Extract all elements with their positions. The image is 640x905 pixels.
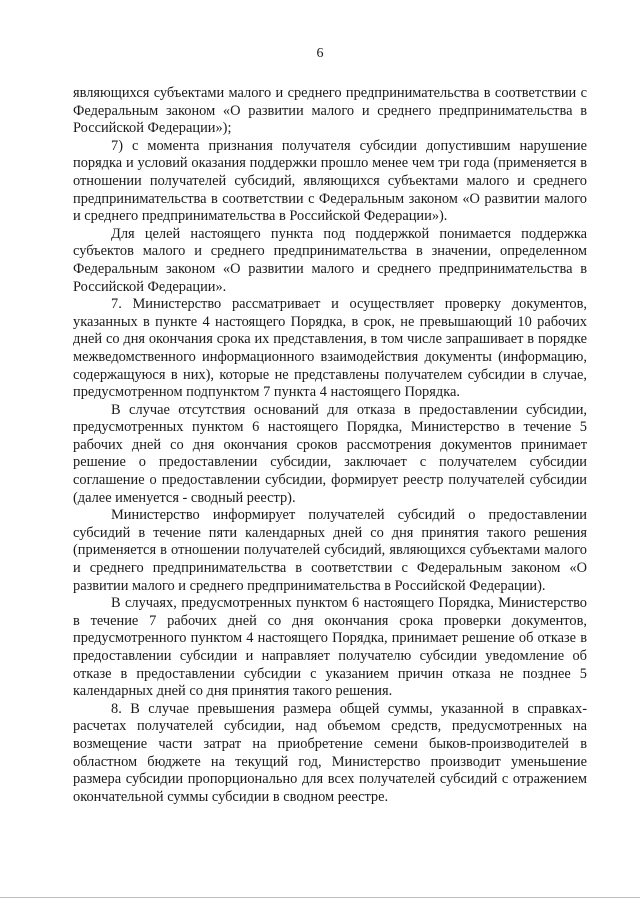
paragraph-item-7: 7) с момента признания получателя субсидии допустившим нарушение порядка и условий оказания поддержки прошло менее чем три года (применяется в отношении получателей субсидий, являющихся субъектами малого и среднего предпринимательства в соответствии с Федеральным законом «О развитии малого и среднего предпринимательства в Российской Федерации»). <box>73 137 587 225</box>
paragraph-notification: Министерство информирует получателей субсидий о предоставлении субсидий в течение пяти календарных дней со дня принятия такого решения (применяется в отношении получателей субсидий, являющихся субъектами малого и среднего предпринимательства в соответствии с Федеральным законом «О развитии малого и среднего предпринимательства в Российской Федерации). <box>73 507 587 594</box>
paragraph-clause-7: 7. Министерство рассматривает и осуществляет проверку документов, указанных в пункте 4 настоящего Порядка, в срок, не превышающий 10 рабочих дней со дня окончания срока их представления, в том числе запрашивает в порядке межведомственного информационного взаимодействия документы (информацию, содержащуюся в них), которые не представлены получателем субсидии в случае, предусмотренном подпунктом 7 пункта 4 настоящего Порядка. <box>73 296 587 401</box>
page-number: 6 <box>316 46 324 61</box>
document-body <box>73 85 587 806</box>
paragraph-support-definition: Для целей настоящего пункта под поддержкой понимается поддержка субъектов малого и среднего предпринимательства в значении, определенном Федеральным законом «О развитии малого и среднего предпринимательства в Российской Федерации». <box>73 225 587 295</box>
paragraph-refusal: В случаях, предусмотренных пунктом 6 настоящего Порядка, Министерство в течение 7 рабочих дней со дня окончания срока проверки документов, предусмотренного пунктом 4 настоящего Порядка, принимает решение об отказе в предоставлении субсидии и направляет получателю субсидии уведомление об отказе в предоставлении субсидии с указанием причин отказа не позднее 5 календарных дней со дня принятия такого решения. <box>73 595 587 700</box>
page-bottom-rule <box>0 897 640 898</box>
paragraph-grant-decision: В случае отсутствия оснований для отказа в предоставлении субсидии, предусмотренных пунктом 6 настоящего Порядка, Министерство в течение 5 рабочих дней со дня окончания сроков рассмотрения документов принимает решение о предоставлении субсидии, заключает с получателем субсидии соглашение о предоставлении субсидии, формирует реестр получателей субсидии (далее именуется - сводный реестр). <box>73 401 587 506</box>
paragraph-continuation: являющихся субъектами малого и среднего предпринимательства в соответствии с Федеральным законом «О развитии малого и среднего предпринимательства в Российской Федерации»); <box>73 85 587 137</box>
paragraph-clause-8: 8. В случае превышения размера общей суммы, указанной в справках-расчетах получателей субсидии, над объемом средств, предусмотренных на возмещение части затрат на приобретение семени быков-производителей в областном бюджете на текущий год, Министерство производит уменьшение размера субсидии пропорционально для всех получателей субсидий с отражением окончательной суммы субсидии в сводном реестре. <box>73 700 587 805</box>
